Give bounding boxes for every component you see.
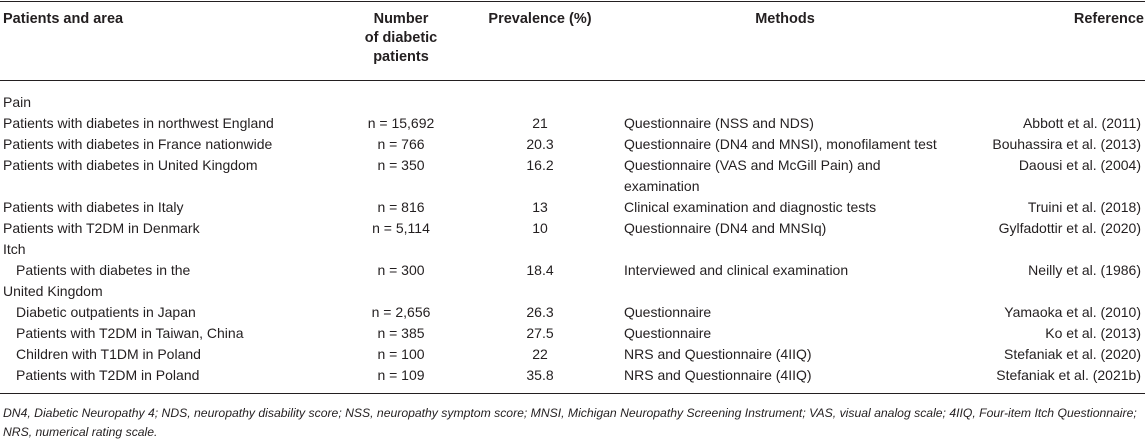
cell-reference: Gylfadottir et al. (2020) [998, 220, 1141, 236]
cell-reference: Abbott et al. (2011) [1022, 115, 1141, 131]
cell-number: n = 300 [377, 262, 425, 278]
section-label-itch: Itch [3, 241, 26, 257]
cell-prevalence: 21 [532, 115, 548, 131]
cell-area: Patients with T2DM in Poland [16, 367, 200, 383]
header-number-line3: patients [373, 49, 429, 65]
header-methods: Methods [755, 11, 815, 27]
cell-area: Patients with T2DM in Denmark [3, 220, 200, 236]
cell-prevalence: 10 [532, 220, 548, 236]
cell-area-line1: Patients with diabetes in the [16, 262, 191, 278]
cell-methods: NRS and Questionnaire (4IIQ) [624, 367, 812, 383]
table-footnote: DN4, Diabetic Neuropathy 4; NDS, neuropathy disability score; NSS, neuropathy symptom score; MNSI, Michigan Neuropathy Screening Instrument; VAS, visual analog scale; 4IIQ, Four-item Itch Questionnaire; NRS, numerical rating scale. [3, 406, 1137, 439]
cell-methods: NRS and Questionnaire (4IIQ) [624, 346, 812, 362]
table-row [0, 113, 1145, 134]
cell-methods: Questionnaire (NSS and NDS) [624, 115, 814, 131]
cell-reference: Truini et al. (2018) [1027, 199, 1141, 215]
cell-number: n = 2,656 [371, 304, 431, 320]
cell-reference: Yamaoka et al. (2010) [1004, 304, 1141, 320]
table-row [0, 197, 1145, 218]
bottom-rule [0, 393, 1145, 394]
cell-number: n = 766 [377, 136, 425, 152]
cell-prevalence: 16.2 [526, 157, 554, 173]
cell-methods: Clinical examination and diagnostic tests [624, 199, 877, 215]
table-row [0, 134, 1145, 155]
cell-reference: Ko et al. (2013) [1045, 325, 1141, 341]
cell-prevalence: 13 [532, 199, 548, 215]
cell-prevalence: 18.4 [526, 262, 554, 278]
table-row [0, 365, 1145, 386]
cell-methods: Questionnaire (VAS and McGill Pain) and examination [624, 157, 881, 194]
cell-area: Patients with diabetes in United Kingdom [3, 157, 258, 173]
cell-number: n = 350 [377, 157, 425, 173]
cell-number: n = 15,692 [367, 115, 435, 131]
cell-reference: Bouhassira et al. (2013) [992, 136, 1141, 152]
header-rule [0, 80, 1145, 81]
cell-number: n = 109 [377, 367, 425, 383]
table-row [0, 218, 1145, 239]
cell-number: n = 5,114 [372, 220, 430, 236]
table-body [0, 92, 1145, 386]
header-area: Patients and area [3, 11, 124, 27]
cell-methods: Interviewed and clinical examination [624, 262, 849, 278]
cell-prevalence: 26.3 [526, 304, 554, 320]
cell-reference: Daousi et al. (2004) [1018, 157, 1141, 173]
cell-methods: Questionnaire (DN4 and MNSIq) [624, 220, 827, 236]
cell-methods: Questionnaire (DN4 and MNSI), monofilament test [624, 136, 937, 152]
cell-methods: Questionnaire [624, 304, 712, 320]
header-reference: Reference [1073, 11, 1144, 27]
cell-number: n = 816 [377, 199, 425, 215]
cell-prevalence: 22 [532, 346, 548, 362]
table-row [0, 155, 1145, 197]
header-number-line1: Number [373, 11, 429, 27]
cell-reference: Stefaniak et al. (2021b) [996, 367, 1141, 383]
cell-methods: Questionnaire [624, 325, 712, 341]
cell-reference: Stefaniak et al. (2020) [1004, 346, 1141, 362]
table-row [0, 344, 1145, 365]
table-row [0, 302, 1145, 323]
cell-prevalence: 20.3 [526, 136, 554, 152]
table-row [0, 260, 1145, 302]
cell-area: Children with T1DM in Poland [16, 346, 201, 362]
cell-area: Patients with diabetes in France nationwide [3, 136, 273, 152]
cell-number: n = 385 [377, 325, 425, 341]
cell-reference: Neilly et al. (1986) [1028, 262, 1141, 278]
header-number [340, 10, 462, 67]
cell-prevalence: 27.5 [526, 325, 554, 341]
cell-area: Patients with T2DM in Taiwan, China [16, 325, 244, 341]
header-number-line2: of diabetic [364, 30, 438, 46]
table-row [0, 323, 1145, 344]
header-prevalence: Prevalence (%) [488, 11, 592, 27]
section-label-pain: Pain [3, 94, 32, 110]
top-rule [0, 1, 1145, 2]
cell-area: Diabetic outpatients in Japan [16, 304, 196, 320]
cell-number: n = 100 [377, 346, 425, 362]
cell-area: Patients with diabetes in northwest England [3, 115, 274, 131]
cell-prevalence: 35.8 [526, 367, 554, 383]
cell-area: Patients with diabetes in Italy [3, 199, 184, 215]
cell-area-line2: United Kingdom [3, 283, 103, 299]
